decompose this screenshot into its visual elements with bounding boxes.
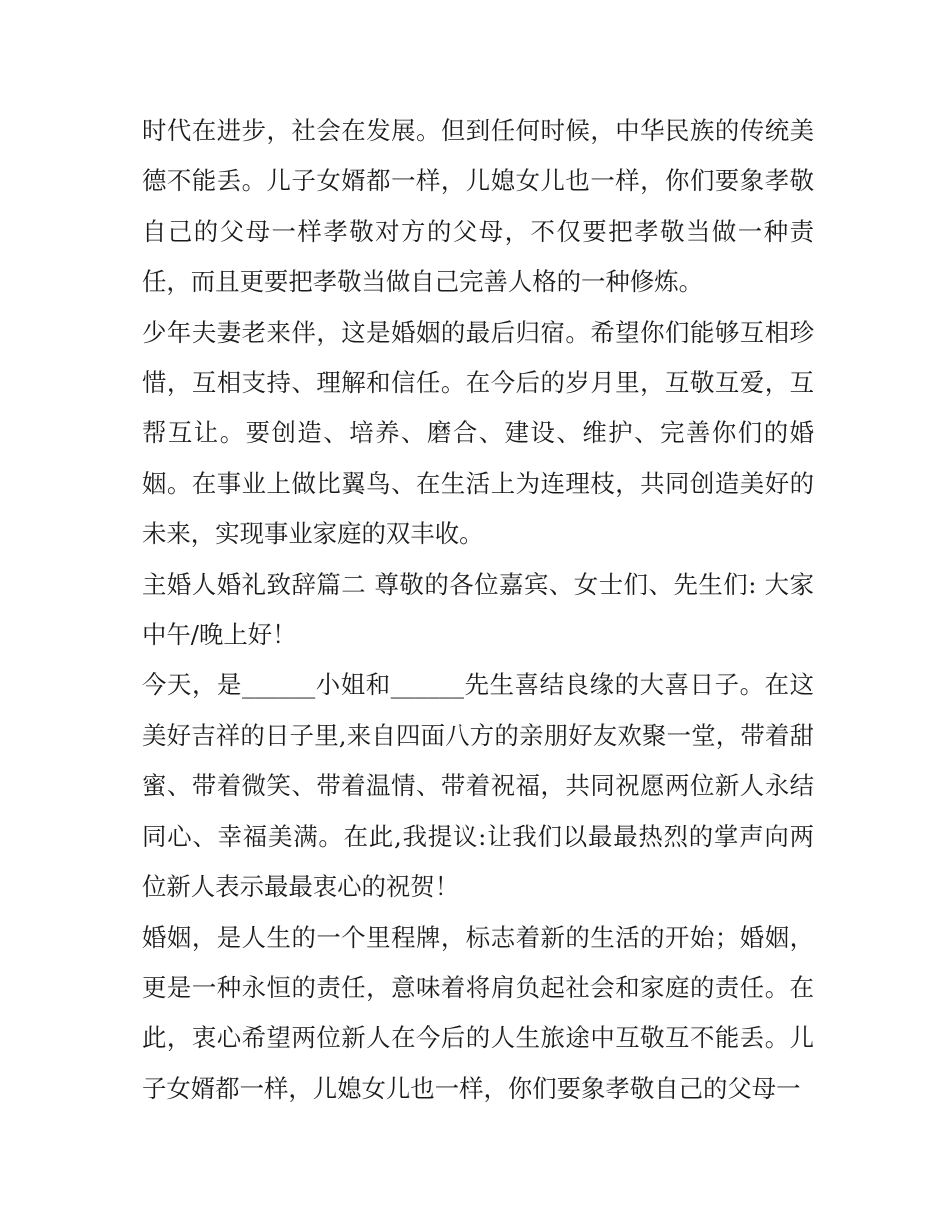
document-body	[142, 106, 814, 1114]
paragraph-wedding-day: 今天，是______小姐和______先生喜结良缘的大喜日子。在这美好吉祥的日子里,来自四面八方的亲朋好友欢聚一堂，带着甜蜜、带着微笑、带着温情、带着祝福，共同祝愿两位新人永结同心、幸福美满。在此,我提议:让我们以最最热烈的掌声向两位新人表示最最衷心的祝贺！	[142, 670, 814, 902]
paragraph-filial-piety: 时代在进步，社会在发展。但到任何时候，中华民族的传统美德不能丢。儿子女婿都一样，儿媳女儿也一样，你们要象孝敬自己的父母一样孝敬对方的父母，不仅要把孝敬当做一种责任，而且更要把孝敬当做自己完善人格的一种修炼。	[142, 116, 814, 297]
paragraph-marriage-milestone: 婚姻，是人生的一个里程牌，标志着新的生活的开始；婚姻，更是一种永恒的责任，意味着将肩负起社会和家庭的责任。在此，衷心希望两位新人在今后的人生旅途中互敬互不能丢。儿子女婿都一样，儿媳女儿也一样，你们要象孝敬自己的父母一	[142, 922, 814, 1103]
paragraph-marriage-partners: 少年夫妻老来伴，这是婚姻的最后归宿。希望你们能够互相珍惜，互相支持、理解和信任。在今后的岁月里，互敬互爱，互帮互让。要创造、培养、磨合、建设、维护、完善你们的婚姻。在事业上做比翼鸟、在生活上为连理枝，共同创造美好的未来，实现事业家庭的双丰收。	[142, 317, 814, 549]
paragraph-speech-two-heading: 主婚人婚礼致辞篇二 尊敬的各位嘉宾、女士们、先生们: 大家中午/晚上好！	[142, 569, 814, 650]
